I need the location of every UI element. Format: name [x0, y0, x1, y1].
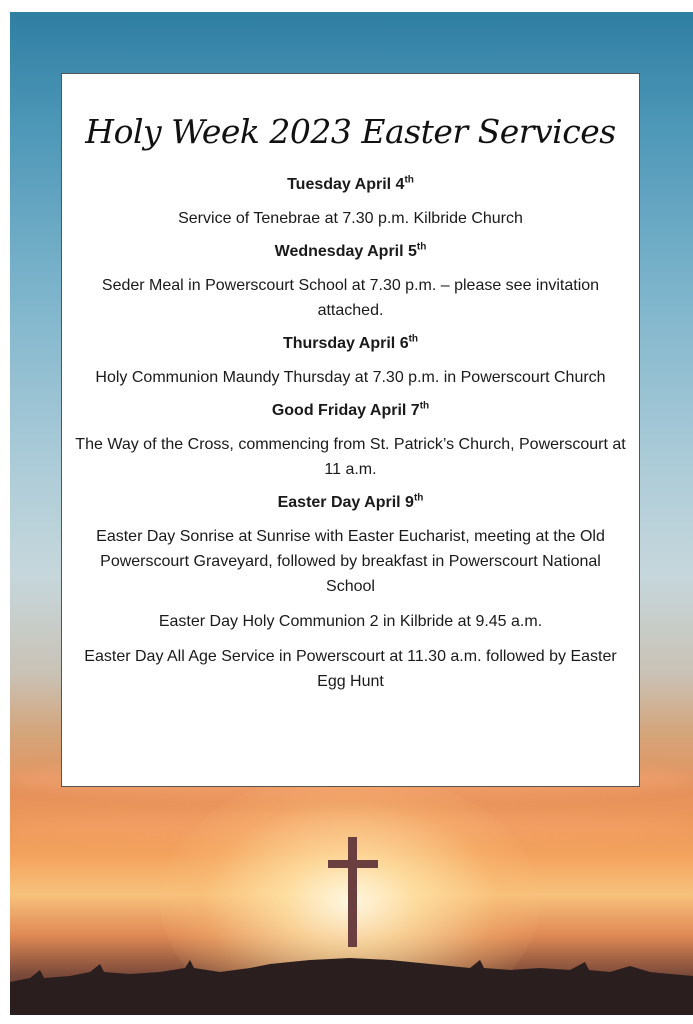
- day-label: Tuesday April 4: [287, 176, 405, 193]
- cross-icon-bar: [328, 860, 378, 868]
- service-event: Easter Day All Age Service in Powerscourt at 11.30 a.m. followed by Easter Egg Hunt: [84, 648, 617, 690]
- day-heading: [62, 390, 639, 422]
- day-ordinal-suffix: th: [408, 333, 419, 345]
- day-heading: [62, 482, 639, 514]
- day-heading: [62, 231, 639, 263]
- day-ordinal-suffix: th: [416, 241, 427, 253]
- page-title: Holy Week 2023 Easter Services: [85, 112, 616, 151]
- service-event: Seder Meal in Powerscourt School at 7.30 p.m. – please see invitation attached.: [101, 277, 600, 319]
- day-heading: [62, 323, 639, 355]
- service-event: Holy Communion Maundy Thursday at 7.30 p.m. in Powerscourt Church: [95, 369, 606, 386]
- day-label: Wednesday April 5: [274, 243, 417, 260]
- services-card: [61, 73, 640, 787]
- day-ordinal-suffix: th: [413, 492, 424, 504]
- service-event: Service of Tenebrae at 7.30 p.m. Kilbride Church: [178, 210, 523, 227]
- day-label: Thursday April 6: [282, 335, 409, 352]
- day-label: Easter Day April 9: [277, 494, 414, 511]
- day-heading: [62, 164, 639, 196]
- day-ordinal-suffix: th: [404, 174, 414, 186]
- service-event: Easter Day Sonrise at Sunrise with Easter Eucharist, meeting at the Old Powerscourt Graveyard, followed by breakfast in Powerscourt National School: [96, 528, 605, 595]
- horizon-silhouette: [10, 942, 693, 1015]
- day-label: Good Friday April 7: [271, 402, 420, 419]
- day-ordinal-suffix: th: [419, 400, 430, 412]
- service-event: Easter Day Holy Communion 2 in Kilbride at 9.45 a.m.: [158, 613, 543, 630]
- cross-icon: [348, 837, 357, 947]
- schedule-list: [62, 164, 639, 694]
- service-event: The Way of the Cross, commencing from St. Patrick’s Church, Powerscourt at 11 a.m.: [75, 436, 626, 478]
